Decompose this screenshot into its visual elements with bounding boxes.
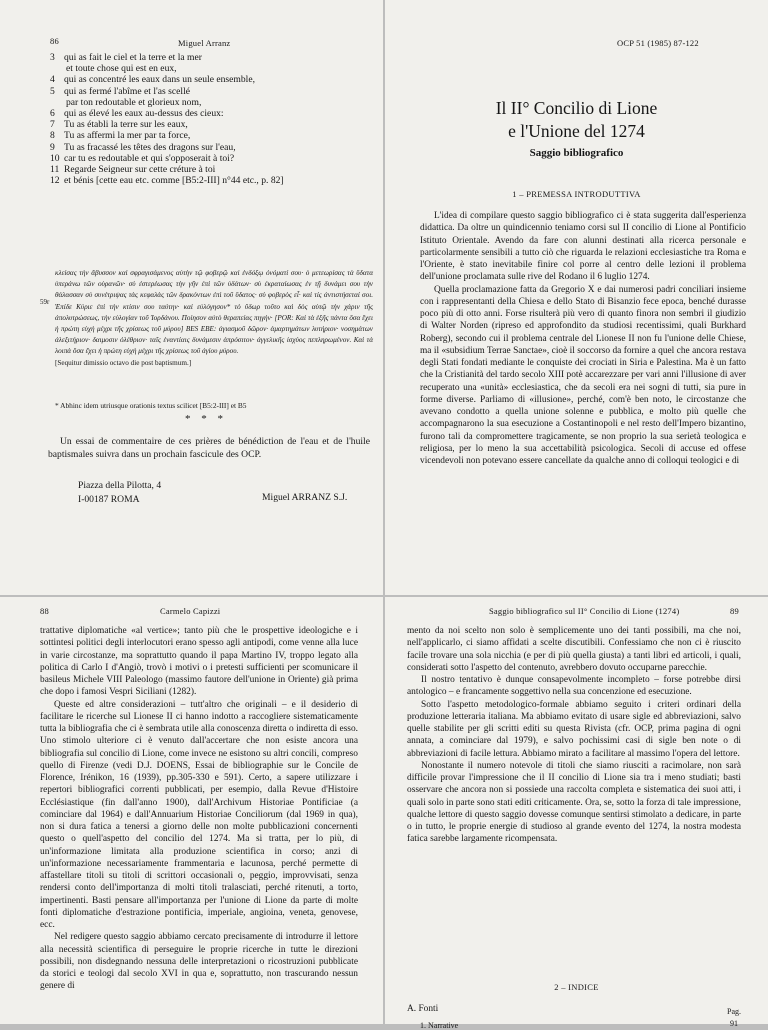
greek-text-block: [55, 268, 373, 369]
psalm-line: [50, 108, 224, 119]
psalm-line: [50, 142, 236, 153]
page-87: [385, 0, 768, 595]
paragraph: Sotto l'aspetto metodologico-formale abbiamo seguito i criteri ordinari della produzione letteraria italiana. Ma abbiamo evitato di usare sigle ed abbreviazioni, salvo quelle stabilite per gli scritti editi su questa Rivista (cfr. OCP, prima pagina di ogni annata, a cominciare dal 1979), e salvo pochissimi casi di sigle ben note o di abbreviazioni di facile lettura. Abbiamo mirato a facilitare al massimo l'opera del lettore.: [407, 699, 741, 759]
psalm-line: [50, 130, 190, 141]
paragraph: Quella proclamazione fatta da Gregorio X e dai numerosi padri conciliari insieme con i rappresentanti della Chiesa e dello Stato di Bisanzio fece epoca, benché durasse poco più di otto anni. Forse risulterà più vero di quanto finora non sembri il giudizio di Walter Norden (ripreso ed approfondito da studiosi recentissimi, quali Burkhard Roberg), secondo cui il problema centrale del Lionese II non fu l'unione delle Chiese, ma il «subsidium Terrae Sanctae», cioè il soccorso da fornire a quel che ancora restava degli Stati fondati mediante le conquiste dei crociati in Siria e Palestina. Ma è un fatto che la Cristianità del tardo secolo XIII potè accarezzare per vari anni l'illusione di aver recuperato una «unità» ecclesiastica, che da secoli era nei sogni di tutti, sia pure in forme diverse. Parliamo di «illusione», perché, com'è ben noto, le circostanze che avevano condotto a quella unione solenne e pubblica, e molto più quelle che accompagnarono la sua esecuzione a Costantinopoli e nel resto dell'Impero bizantino, furono tali da compromettere tragicamente, se non proprio la sua serietà teologica e religiosa, per lo meno la sua accettabilità psicologica. Secoli di accuse ed offese vicendevoli non potevano essere cancellate da qualche anno di colloqui teologici e di: [420, 284, 746, 466]
psalm-line: [66, 63, 177, 74]
verse-text: qui as fermé l'abîme et l'as scellé: [64, 85, 190, 97]
body-text: [420, 210, 746, 467]
paragraph: Il nostro tentativo è dunque consapevolmente incompleto – forse potrebbe dirsi antologico – e francamente soggettivo nella sua concenzione ed esecuzione.: [407, 675, 741, 698]
article-subtitle: Saggio bibliografico: [529, 147, 624, 159]
paragraph: Nonostante il numero notevole di titoli che siamo riusciti a racimolare, non sarà difficile provar l'impressione che il II concilio di Lione sia tra i meno studiati; basti osservare che ancora non si possiede una raccolta completa e sistematica dei suoi atti, i quali solo in parte sono stati editi criticamente. Ora, se, sotto la forza di tale impressione, qualche lettore di questo saggio dovesse comunque sentirsi stimolato a dedicare, in parte o in tutto, le proprie energie di studioso al grande evento del 1274, la nostra modesta fatica sarebbe largamente ricompensata.: [407, 760, 741, 845]
psalm-line: [50, 175, 284, 186]
verse-text: Tu as établi la terre sur les eaux,: [64, 119, 188, 131]
verse-number: 9: [50, 141, 55, 153]
greek-text: κλείσας τὴν ἄβυσσον καὶ σφραγισάμενος αὐτὴν τῷ φοβερῷ καὶ ἐνδόξῳ ὀνόματί σου· ὁ μετεωρίσας τὰ ὕδατα ὑπεράνω τῶν οὐρανῶν· σὺ ἐστερέωσας τὴν γῆν ἐπὶ τῶν ὑδάτων· σὺ ἐκραταίωσας ἐν τῇ δυνάμει σου τὴν θάλασσαν σὺ συνέτριψας τὰς κεφαλὰς τῶν δρακόντων ἐπὶ τοῦ ὕδατος· σὺ φοβερὸς εἶ· καὶ τίς ἀντιστήσεταί σοι. Ἐπίδε Κύριε ἐπὶ τὴν κτίσιν σου ταύτην· καὶ εὐλόγησον* τὸ ὕδωρ τοῦτο καὶ δὸς αὐτῷ τὴν χάριν τῆς ἀπολυτρώσεως, τὴν εὐλογίαν τοῦ Ἰορδάνου. Ποίησον αὐτὸ θεραπείας πηγήν· [POR: Καὶ τὰ ἑξῆς πάντα ὅσα ἔχει ἡ πρώτη εὐχὴ μέχρι τῆς χρίσεως τοῦ μύρου] BES EBE: ἀγιασμοῦ δῶρον· ἁμαρτημάτων λυτήριον· νοσημάτων ἀλεξιτήριον· δαιμοσιν ὀλέθριον· ταῖς ἐναντίαις δυνάμεσιν ἀπρόσιτον· ἀγγελικῆς ἰσχύος πεπληρωμένον. Καὶ τὰ λοιπὰ ὅσα ἔχει ἡ πρώτη εὐχὴ μέχρι τῆς χρίσεως τοῦ ἁγίου μύρου.: [55, 269, 373, 356]
body-text: [40, 625, 358, 993]
psalm-line: [50, 74, 255, 85]
verse-text: et bénis [cette eau etc. comme [B5:2-III] n°44 etc., p. 82]: [64, 175, 284, 187]
verse-number: 12: [50, 175, 60, 187]
psalm-line: [50, 52, 202, 63]
footnote: * Abhinc idem utriusque orationis textus scilicet [B5:2-III] et B5: [55, 401, 247, 410]
author-signature: Miguel ARRANZ S.J.: [262, 492, 348, 503]
running-head: Carmelo Capizzi: [160, 606, 221, 616]
verse-number: 5: [50, 85, 55, 97]
paragraph: L'idea di compilare questo saggio bibliografico ci è stata suggerita dall'esperienza didattica. Da oltre un quindicennio teniamo corsi sul II concilio di Lione al Pontificio Istituto Orientale. Avendo da fare con alunni destinati alla ricerca personale e particolarmente sensibili a tutto ciò che riguarda le relazioni ecclesiastiche tra Roma e l'Oriente, è stato inevitabile finire col porre al centro delle lezioni il problema dell'unione proclamata sulle rive del Rodano il 6 luglio 1274.: [420, 211, 746, 283]
closing-note: Un essai de commentaire de ces prières de bénédiction de l'eau et de l'huile baptismales suivra dans un prochain fascicule des OCP.: [48, 436, 370, 460]
paragraph: Nel redigere questo saggio abbiamo cercato precisamente di introdurre il lettore alla necessità scientifica di perseguire le proprie ricerche in tutte le direzioni possibili, non disdegnando nessuna delle interpretazioni o ricostruzioni pubblicate da storici e teologi dal secolo XVI in qua e, soprattutto, non trascurando nessun genere di: [40, 932, 358, 992]
verse-text: qui as concentré les eaux dans un seule ensemble,: [64, 74, 256, 86]
page-column-label: Pag.: [727, 1007, 741, 1016]
section-heading-premessa: 1 – PREMESSA INTRODUTTIVA: [512, 189, 641, 199]
page-89: [385, 597, 768, 1030]
page-number: 88: [40, 606, 49, 616]
verse-number: 8: [50, 130, 55, 142]
page-number: 89: [730, 606, 739, 616]
verse-number: 7: [50, 119, 55, 131]
verse-number: 6: [50, 108, 55, 119]
page-86: [0, 0, 383, 595]
verse-number: 4: [50, 74, 55, 86]
running-head: Saggio bibliografico sul II° Concilio di Lione (1274): [489, 606, 680, 616]
section-heading-indice: 2 – INDICE: [554, 982, 599, 992]
article-title-line-1: Il II° Concilio di Lione: [495, 98, 658, 118]
journal-reference: OCP 51 (1985) 87-122: [617, 38, 699, 48]
verse-text: et toute chose qui est en eux,: [66, 63, 177, 75]
verse-text: qui as élevé les eaux au-dessus des cieux:: [64, 108, 224, 119]
verse-text: qui as fait le ciel et la terre et la mer: [64, 52, 202, 63]
psalm-line: [50, 164, 215, 175]
verse-text: Regarde Seigneur sur cette créture à toi: [64, 164, 216, 175]
body-text: [407, 625, 741, 846]
index-entry: 1. Narrative: [420, 1021, 459, 1030]
index-entry-page: 91: [730, 1019, 738, 1028]
paragraph: trattative diplomatiche «al vertice»; tanto più che le prospettive ideologiche e i sottintesi politici degli interlocutori erano spesso agli antipodi, come venne alla luce in varie circostanze, ma soprattutto quando il papa Martino IV, troppo legato alla politica di Carlo I d'Angiò, trovò i motivi o i pretesti sufficienti per scomunicare il basileus Michele VIII Paleologo (massimo fautore dell'unione in Oriente) già prima che dopo i famosi Vespri Siciliani (1282).: [40, 626, 358, 698]
section-stars: * * *: [185, 413, 227, 425]
greek-closing: [Sequitur dimissio octavo die post baptismum.]: [55, 358, 192, 367]
page-88: [0, 597, 383, 1024]
verse-text: par ton redoutable et glorieux nom,: [66, 96, 202, 108]
address-line-1: Piazza della Pilotta, 4: [78, 480, 162, 491]
verse-number: 10: [50, 152, 60, 164]
margin-folio-mark: 59r: [40, 298, 50, 306]
article-title-line-2: e l'Unione del 1274: [508, 121, 645, 141]
verse-text: Tu as fracassé les têtes des dragons sur l'eau,: [64, 141, 236, 153]
verse-number: 3: [50, 52, 55, 63]
running-head: Miguel Arranz: [178, 38, 231, 48]
psalm-line: [50, 153, 234, 164]
paragraph: mento da noi scelto non solo è semplicemente uno dei tanti possibili, ma che noi, nell'applicarlo, ci siamo affidati a scelte discutibili. Confessiamo che non ci è riuscito facile trovare una sola nicchia (e per di più quella giusta) a tanti libri ed articoli, i quali, considerati sotto l'aspetto del contenuto, avrebbero dovuto occuparne parecchie.: [407, 626, 741, 673]
paragraph: Queste ed altre considerazioni – tutt'altro che originali – e il desiderio di facilitare le ricerche sul Lionese II ci hanno indotto a raccogliere sistematicamente tutta la bibliografia che ci è sembrata utile alla conoscenza diretta o indiretta di esso. Uno stimolo ulteriore ci è venuto dall'accertare che non esiste ancora una bibliografia sul concilio di Lione, come invece ne esistono su altri concili, compreso quello di Firenze (vedi D.J. DOENS, Essai de bibliographie sur le Concile de Florence, Irénikon, 16 (1939), pp.305-330 e 591). Certo, a sapere utilizzare i repertori bibliografici correnti pubblicati, per esempio, dalla Revue d'Histoire Ecclésiastique (fin dall'anno 1900), dall'Archivum Historiae Pontificiae (a cominciare dal 1964) e dall'Annuarium Historiae Conciliorum (dal 1969 in qua), non si dura fatica a tenersi a giorno delle non molte pubblicazioni concernenti questo o quell'aspetto del concilio del 1274. Ma si tratta, per lo più, di un'informazione limitata alla produzione scientifica in corso; anzi di un'informazione necessariamente frammentaria e lacunosa, perché permette di affastellare titoli su titoli di scrittori occasionali o, peggio, improvvisati, senza rendersi conto dell'importanza di molti titoli tralasciati, perché ritenuti, a torto, impertinenti. Basti pensare all'importanza per l'unione di Lione da parte di molte fonti diplomatiche d'estrazione pontificia, imperiale, angioina, veneta, genovese, ecc.: [40, 699, 358, 930]
psalm-line: [50, 119, 188, 130]
subsection-fonti: A. Fonti: [407, 1004, 439, 1014]
psalm-line: [50, 86, 190, 97]
psalm-line: [66, 97, 201, 108]
verse-text: Tu as affermi la mer par ta force,: [64, 130, 191, 142]
verse-number: 11: [50, 164, 60, 175]
address-line-2: I-00187 ROMA: [78, 494, 140, 505]
verse-text: car tu es redoutable et qui s'opposerait à toi?: [64, 152, 235, 164]
page-number: 86: [50, 36, 59, 46]
